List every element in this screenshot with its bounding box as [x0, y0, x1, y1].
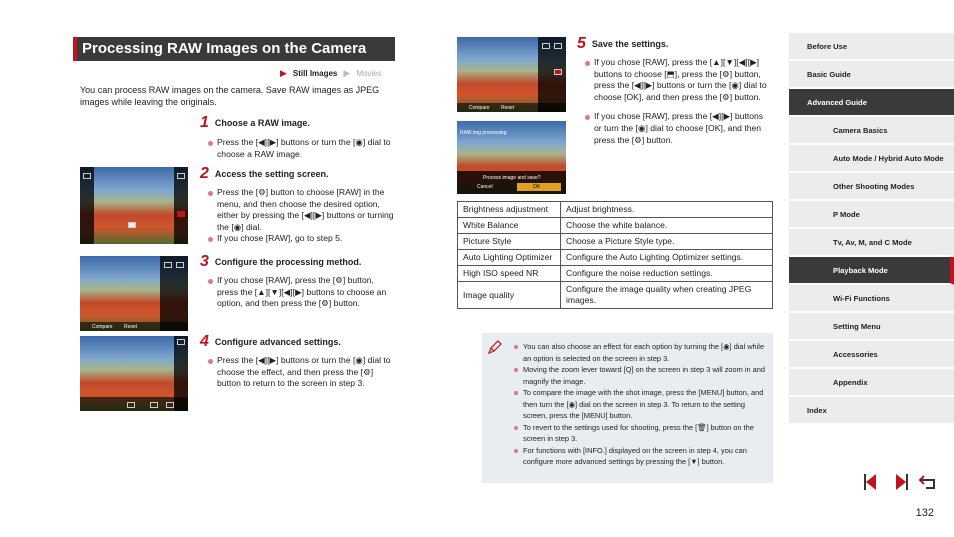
nav-advanced-guide[interactable]: Advanced Guide: [789, 89, 954, 117]
note-item: To revert to the settings used for shooting, press the [🗑] button on the screen in step 3.: [512, 422, 767, 445]
next-page-icon[interactable]: [890, 472, 910, 492]
raw-icon: [177, 211, 185, 217]
step-number: 2: [200, 165, 209, 182]
step-number: 3: [200, 253, 209, 270]
camera-screen-step4: [80, 336, 188, 411]
effect-icon: [150, 402, 158, 408]
settings-table: [457, 201, 773, 309]
notes-box: [482, 333, 773, 483]
step-4: [200, 334, 395, 390]
table-row: [458, 218, 773, 234]
nav-accessories[interactable]: Accessories: [789, 341, 954, 369]
save-prompt: Process image and save?: [483, 175, 541, 181]
nav-camera-basics[interactable]: Camera Basics: [789, 117, 954, 145]
return-icon: [177, 173, 185, 179]
camera-screen-step3: [80, 256, 188, 331]
table-cell: High ISO speed NR: [458, 266, 561, 282]
raw-processing-label: RAW img processing: [460, 130, 507, 136]
raw-option-icon: [128, 222, 136, 228]
step-bullet: If you chose [RAW], press the [◀][▶] buttons or turn the [◉] dial to choose [OK], and then press the [⚙] button.: [585, 111, 773, 146]
step-bullet: Press the [◀][▶] buttons or turn the [◉] dial to choose a RAW image.: [208, 137, 395, 160]
step-title: Choose a RAW image.: [214, 118, 310, 128]
step-3: [200, 254, 395, 310]
nav-other-shooting-modes[interactable]: Other Shooting Modes: [789, 173, 954, 201]
intro-text: You can process RAW images on the camera. Save RAW images as JPEG images while leaving the originals.: [80, 85, 380, 107]
save-icon: [554, 69, 562, 75]
table-cell: Auto Lighting Optimizer: [458, 250, 561, 266]
page-title: Processing RAW Images on the Camera: [73, 37, 395, 61]
mode-still-label: Still Images: [292, 69, 338, 78]
movies-icon: ▶: [343, 68, 351, 78]
note-item: To compare the image with the shot image, press the [MENU] button, and then turn the [◉] dial on the screen in step 3. To return to the setting screen, press the [MENU] button.: [512, 387, 767, 422]
nav-setting-menu[interactable]: Setting Menu: [789, 313, 954, 341]
note-item: Moving the zoom lever toward [Q] on the screen in step 3 will zoom in and magnify the image.: [512, 364, 767, 387]
effect-icon: [166, 402, 174, 408]
reset-label: Reset: [501, 105, 515, 111]
table-cell: Image quality: [458, 282, 561, 309]
step-1: [200, 115, 395, 160]
nav-basic-guide[interactable]: Basic Guide: [789, 61, 954, 89]
chapter-nav: [789, 33, 954, 425]
step-title: Configure advanced settings.: [214, 337, 341, 347]
compare-label: Compare: [469, 105, 490, 111]
table-cell: Brightness adjustment: [458, 202, 561, 218]
return-icon[interactable]: [918, 472, 940, 492]
nav-auto-mode[interactable]: Auto Mode / Hybrid Auto Mode: [789, 145, 954, 173]
step-2: [200, 166, 395, 245]
nav-index[interactable]: Index: [789, 397, 954, 425]
note-item: For functions with [INFO.] displayed on the screen in step 4, you can configure more advanced settings by pressing the [▼] button.: [512, 445, 767, 468]
camera-screen-step2: [80, 167, 188, 244]
still-images-icon: ▶: [280, 68, 287, 78]
step-number: 1: [200, 114, 209, 131]
table-cell: White Balance: [458, 218, 561, 234]
step-title: Access the setting screen.: [214, 169, 329, 179]
return-icon: [177, 339, 185, 345]
ok-option: OK: [533, 184, 541, 190]
pencil-icon: [487, 339, 503, 355]
step-5: [577, 36, 773, 146]
brightness-icon: [542, 43, 550, 49]
cancel-option: Cancel: [477, 184, 493, 190]
table-cell: Choose a Picture Style type.: [561, 234, 773, 250]
mode-indicator: [280, 68, 382, 79]
effect-icon: [127, 402, 135, 408]
previous-page-icon[interactable]: [862, 472, 882, 492]
step-bullet: If you chose [RAW], press the [⚙] button, press the [▲][▼][◀][▶] buttons to choose an option, and then press the [⚙] button.: [208, 275, 395, 310]
table-cell: Choose the white balance.: [561, 218, 773, 234]
table-cell: Configure the Auto Lighting Optimizer settings.: [561, 250, 773, 266]
wb-icon: [176, 262, 184, 268]
nav-before-use[interactable]: Before Use: [789, 33, 954, 61]
step-title: Save the settings.: [591, 39, 669, 49]
wb-icon: [554, 43, 562, 49]
camera-screen-step5b: [457, 121, 566, 194]
table-cell: Adjust brightness.: [561, 202, 773, 218]
table-cell: Picture Style: [458, 234, 561, 250]
table-row: [458, 250, 773, 266]
nav-appendix[interactable]: Appendix: [789, 369, 954, 397]
step-number: 5: [577, 35, 586, 52]
table-row: [458, 266, 773, 282]
nav-p-mode[interactable]: P Mode: [789, 201, 954, 229]
nav-playback-mode[interactable]: Playback Mode: [789, 257, 954, 285]
nav-wifi-functions[interactable]: Wi-Fi Functions: [789, 285, 954, 313]
brightness-icon: [164, 262, 172, 268]
step-bullet: Press the [⚙] button to choose [RAW] in the menu, and then choose the desired option, either by pressing the [◀][▶] buttons or turning the [◉] dial.: [208, 187, 395, 233]
step-bullet: Press the [◀][▶] buttons or turn the [◉] dial to choose the effect, and then press the [⚙] button to return to the screen in step 3.: [208, 355, 395, 390]
nav-tv-av-m-c-mode[interactable]: Tv, Av, M, and C Mode: [789, 229, 954, 257]
page-navigation: [862, 472, 940, 492]
menu-icon: [83, 173, 91, 179]
camera-screen-step5a: [457, 37, 566, 112]
table-row: [458, 234, 773, 250]
step-bullet: If you chose [RAW], go to step 5.: [208, 233, 395, 245]
step-number: 4: [200, 333, 209, 350]
table-cell: Configure the noise reduction settings.: [561, 266, 773, 282]
reset-label: Reset: [124, 324, 138, 330]
step-bullet: If you chose [RAW], press the [▲][▼][◀][▶] buttons to choose [⬒], press the [⚙] button, press the [◀][▶] buttons or turn the [◉] dial to choose [OK], and then press the [⚙] button.: [585, 57, 773, 103]
step-title: Configure the processing method.: [214, 257, 362, 267]
table-row: [458, 202, 773, 218]
compare-label: Compare: [92, 324, 113, 330]
table-cell: Configure the image quality when creating JPEG images.: [561, 282, 773, 309]
page-number: 132: [915, 507, 934, 519]
mode-movies-label: Movies: [356, 69, 382, 78]
table-row: [458, 282, 773, 309]
note-item: You can also choose an effect for each option by turning the [◉] dial while an option is selected on the screen in step 3.: [512, 341, 767, 364]
